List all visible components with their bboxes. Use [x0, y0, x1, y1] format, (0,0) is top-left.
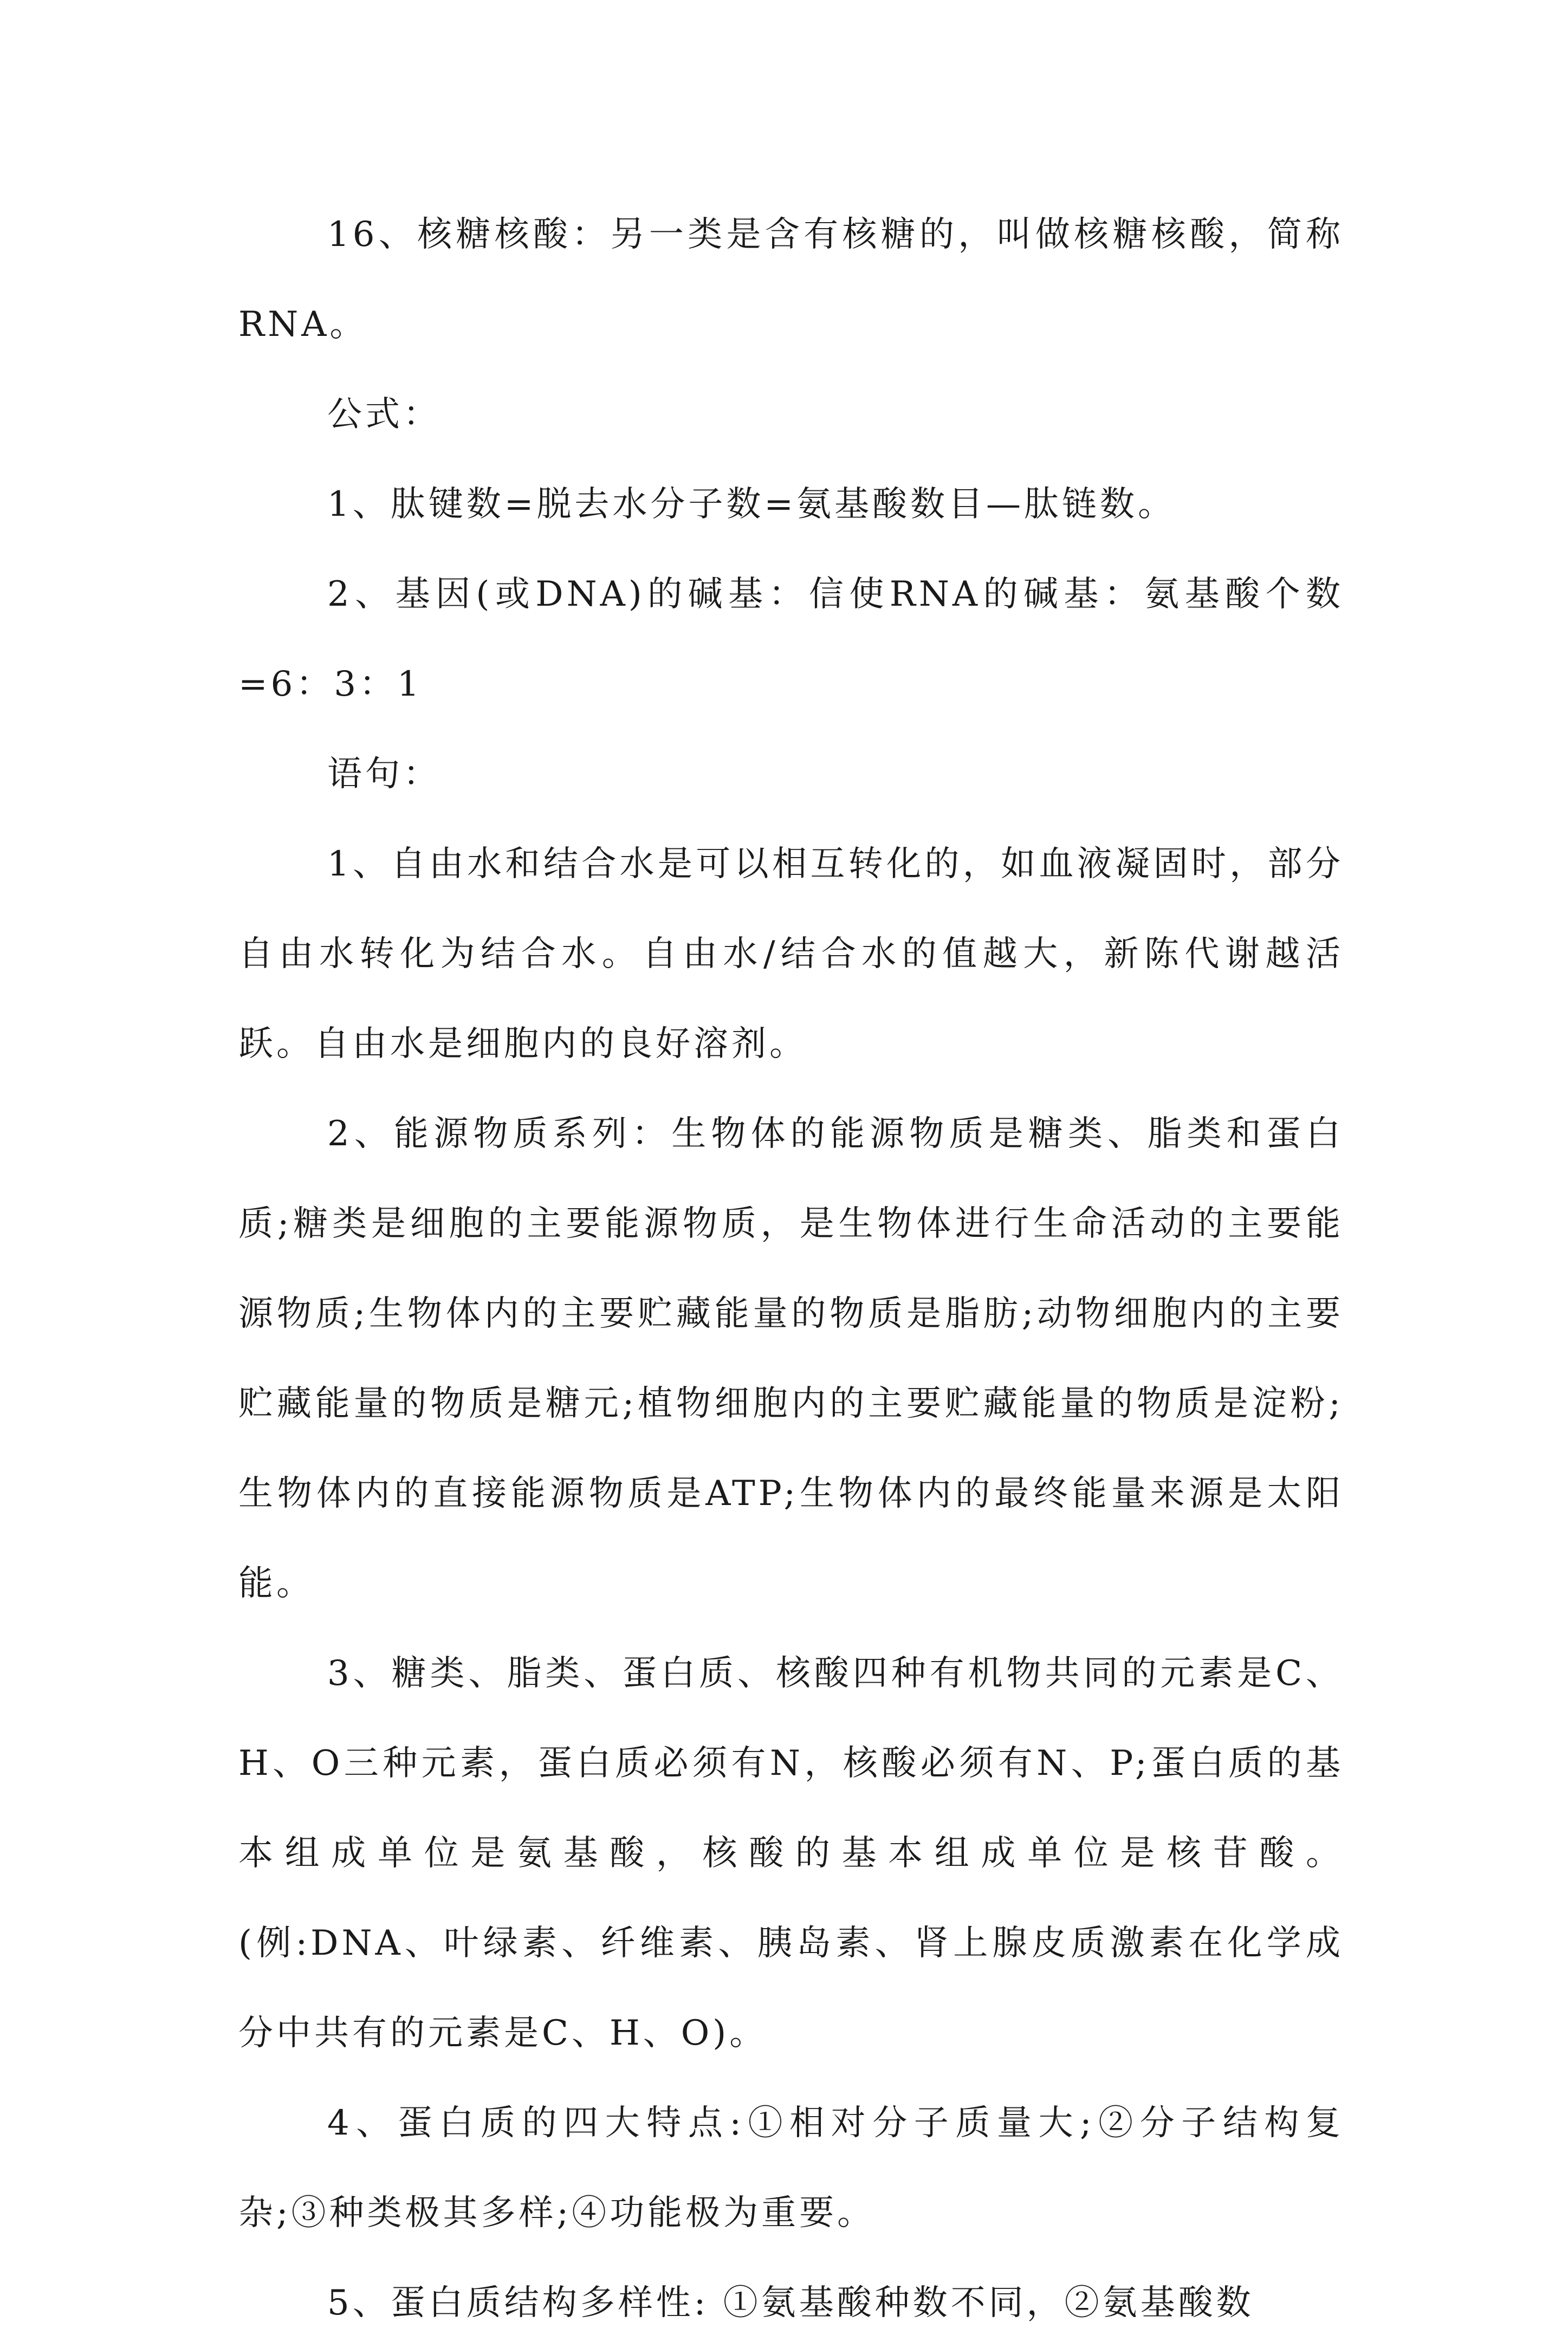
statement-protein-diversity: 5、蛋白质结构多样性: ①氨基酸种数不同，②氨基酸数 — [327, 2283, 1254, 2323]
statement-common-elements: 3、糖类、脂类、蛋白质、核酸四种有机物共同的元素是C、H、O三种元素，蛋白质必须有N，核酸必须有N、P;蛋白质的基本组成单位是氨基酸，核酸的基本组成单位是核苷酸。(例:DNA、叶绿素、纤维素、胰岛素、肾上腺皮质激素在化学成分中共有的元素是C、H、O)。 — [238, 1653, 1344, 2053]
formula-base-ratio: 2、基因(或DNA)的碱基：信使RNA的碱基：氨基酸个数=6：3：1 — [238, 574, 1344, 704]
formula-peptide-bonds: 1、肽键数=脱去水分子数=氨基酸数目—肽链数。 — [327, 484, 1176, 524]
heading-statements: 语句： — [327, 754, 441, 794]
paragraph-ribonucleic-acid: 16、核糖核酸：另一类是含有核糖的，叫做核糖核酸，简称RNA。 — [238, 215, 1344, 345]
statement-protein-features: 4、蛋白质的四大特点:①相对分子质量大;②分子结构复杂;③种类极其多样;④功能极为重要。 — [238, 2103, 1344, 2233]
document-body — [238, 190, 1344, 2348]
heading-formulas: 公式： — [327, 394, 441, 434]
statement-water: 1、自由水和结合水是可以相互转化的，如血液凝固时，部分自由水转化为结合水。自由水/结合水的值越大，新陈代谢越活跃。自由水是细胞内的良好溶剂。 — [238, 844, 1344, 1064]
statement-energy-substances: 2、能源物质系列：生物体的能源物质是糖类、脂类和蛋白质;糖类是细胞的主要能源物质，是生物体进行生命活动的主要能源物质;生物体内的主要贮藏能量的物质是脂肪;动物细胞内的主要贮藏能量的物质是糖元;植物细胞内的主要贮藏能量的物质是淀粉;生物体内的直接能源物质是ATP;生物体内的最终能量来源是太阳能。 — [238, 1114, 1344, 1604]
